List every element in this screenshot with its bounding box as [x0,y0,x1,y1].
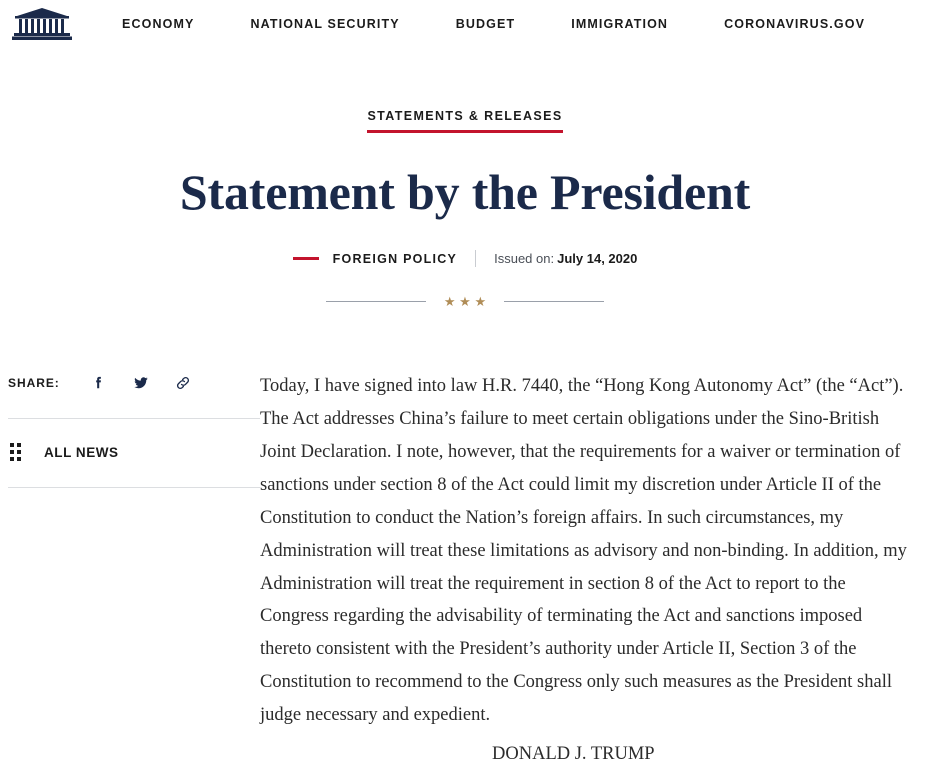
grid-icon [8,441,30,463]
facebook-icon[interactable] [86,370,112,396]
divider-rule-left [326,301,426,302]
article-signature: DONALD J. TRUMP [492,744,655,765]
all-news-label: ALL NEWS [44,444,119,460]
nav-item-national-security[interactable]: NATIONAL SECURITY [250,17,400,31]
nav-item-immigration[interactable]: IMMIGRATION [571,17,669,31]
share-row [8,370,260,419]
article-meta [0,250,930,267]
article-content [0,308,930,771]
twitter-icon[interactable] [128,370,154,396]
eyebrow-statements-releases[interactable]: STATEMENTS & RELEASES [367,109,562,133]
primary-nav [114,17,893,31]
all-news-link[interactable] [8,419,260,488]
star-divider [0,295,930,308]
share-label: SHARE: [8,376,60,390]
meta-category-foreign-policy[interactable]: FOREIGN POLICY [332,251,458,266]
issued-label: Issued on: [494,251,555,266]
white-house-logo[interactable] [10,7,74,41]
meta-separator [475,250,476,267]
meta-dash-icon [293,257,319,260]
article-text [260,370,930,771]
eyebrow-wrap [0,107,930,133]
page-title: Statement by the President [179,164,751,220]
article-paragraph: Today, I have signed into law H.R. 7440, the “Hong Kong Autonomy Act” (the “Act”). The Act addresses China’s failure to meet certain obligations under the Sino-British Joint Declaration. I note, however, that the requirements for a waiver or termination of sanctions under section 8 of the Act could limit my discretion under Article II of the Constitution to conduct the Nation’s foreign affairs. In such circumstances, my Administration will treat these limitations as advisory and non-binding. In addition, my Administration will treat the requirement in section 8 of the Act to report to the Congress regarding the advisability of terminating the Act and sanctions imposed thereto consistent with the President’s authority under Article II, Section 3 of the Constitution to recommend to the Congress only such measures as the President shall judge necessary and expedient. [260,376,907,726]
link-icon[interactable] [170,370,196,396]
divider-rule-right [504,301,604,302]
article-header [0,49,930,308]
nav-item-economy[interactable]: ECONOMY [122,17,195,31]
sidebar [0,370,260,771]
divider-stars-icon: ★ ★ ★ [443,294,487,309]
nav-item-budget[interactable]: BUDGET [455,17,516,31]
issued-date: July 14, 2020 [557,251,638,266]
site-header [0,0,930,49]
nav-item-coronavirus-gov[interactable]: CORONAVIRUS.GOV [724,17,866,31]
